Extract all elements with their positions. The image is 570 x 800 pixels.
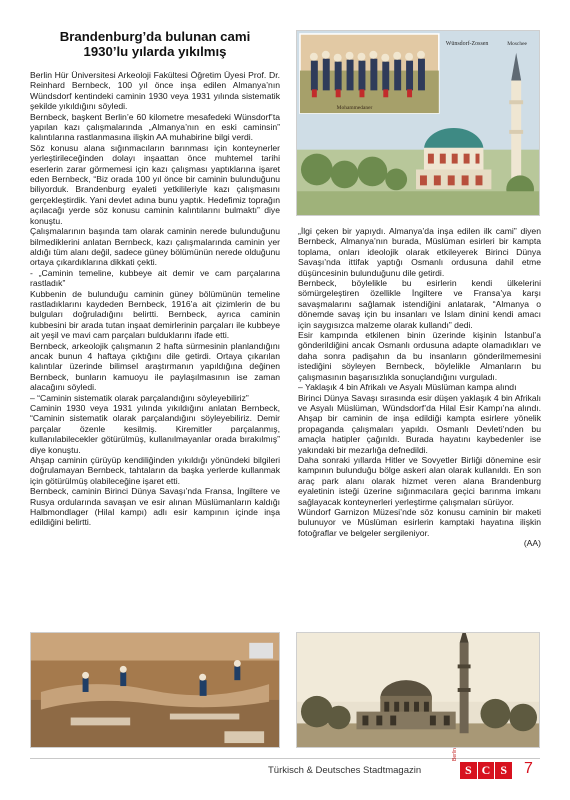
paragraph: Çalışmalarının başında tam olarak caminin nerede bulunduğunu bilmediklerini anlatan Bernbeck, kazı çalışmalarında caminin yer aldığı tüm alanı değil, sadece güney bölümünün nerede olduğunu ortaya çıkardıklarına dikkati çekti. bbox=[30, 226, 280, 268]
logo-letter: S bbox=[460, 762, 477, 779]
paragraph: Ahşap caminin çürüyüp kendiliğinden yıkıldığı yönündeki bilgileri doğrulamayan Bernbeck, tahtaların da başka yerlerde kullanmak için götürülmüş olabileceğine işaret etti. bbox=[30, 455, 280, 486]
postcard-photo bbox=[296, 30, 540, 216]
paragraph: Bernbeck, böylelikle bu esirlerin kendi ülkelerini sömürgeleştiren özellikle İngiltere ve Fransa’ya karşı savaşmalarını sağlamak istendiğini anlatarak, “Almanya o dönemde savaş için bu insanları ve İslam dinini kendi amacı için saygısızca malzeme olarak kullandı” dedi. bbox=[298, 278, 541, 330]
paragraph: Caminin 1930 veya 1931 yılında yıkıldığını anlatan Bernbeck, “Caminin sistematik olarak parçalandığını söyleyebiliriz. Demir parçalar özenle kesilmiş. Kiremitler parçalanmış, kullanılabilecekler götürülmüş, kullanılmayanlar orada bırakılmış” diye konuştu. bbox=[30, 403, 280, 455]
page-number: 7 bbox=[524, 760, 533, 777]
subheading: – Yaklaşık 4 bin Afrikalı ve Asyalı Müslüman kampa alındı bbox=[298, 382, 517, 393]
magazine-logo bbox=[460, 762, 512, 779]
footer-magazine-name: Türkisch & Deutsches Stadtmagazin bbox=[268, 765, 422, 776]
postcard-caption-left: Mohammedaner bbox=[336, 105, 373, 112]
subheading: - „Caminin temeline, kubbeye ait demir ve cam parçalarına rastladık” bbox=[30, 267, 280, 289]
paragraph: Birinci Dünya Savaşı sırasında esir düşen yaklaşık 4 bin Afrikalı ve Asyalı Müslüman, Wündsdorf’da Hilal Esir Kampı’na alındı. Ahşap bir caminin de inşa edildiği kampta esirlere yönelik propaganda çalışmaları yapıldı. Osmanlı Devleti’nden bu amaçla hatipler çağırıldı. Burada hayatını kaybedenler ise yakındaki bir mezarlığa defnedildi. bbox=[298, 392, 541, 455]
article-title-line2: 1930’lu yılarda yıkılmış bbox=[83, 43, 227, 59]
postcard-caption-right: Moschee bbox=[507, 40, 527, 47]
paragraph: Bernbeck, caminin Birinci Dünya Savaşı’nda Fransa, İngiltere ve Rusya ordularında savaşan ve esir alınan Müslümanların kaldığı Halbmondlager (Hilal kampı) adlı esir kampının içinde inşa edildiğini belirtti. bbox=[30, 486, 280, 528]
article-title-line1: Brandenburg’da bulunan cami bbox=[59, 29, 251, 44]
excavation-photo bbox=[30, 632, 280, 748]
paragraph: Söz konusu alana sığınmacıların barınması için konteynerler yerleştirileceğinden dolayı inşaattan önce muhtemel tarihi eserlerin zarar görmemesi için kazı çalışması yaptıklarına işaret eden Bernbeck, “Biz orada 100 yıl önce bir caminin bulunduğunu biliyorduk. Brandenburg eyaleti yetkilileriyle kazı çalışmasını gerçekleştirdik. Yani devlet adına bunu yaptık. Hedefimiz toprağın açılacağı yerde söz konusu caminin kalıntılarını bulmaktı” diye konuştu. bbox=[30, 142, 280, 226]
subheading: – “Caminin sistematik olarak parçalandığını söyleyebiliriz” bbox=[30, 392, 249, 403]
footer-divider bbox=[30, 758, 540, 759]
footer-city: Berlin bbox=[452, 748, 458, 761]
byline-signature: (AA) bbox=[523, 538, 541, 549]
logo-letter: C bbox=[478, 762, 495, 779]
paragraph: Berlin Hür Üniversitesi Arkeoloji Fakültesi Öğretim Üyesi Prof. Dr. Reinhard Bernbeck, 100 yıl önce inşa edilen Almanya’nın Wündsdorf kentindeki caminin 1930 veya 1931 yılında sistematik şekilde yıkıldığını söyledi. bbox=[30, 70, 280, 112]
paragraph: „İlgi çeken bir yapıydı. Almanya’da inşa edilen ilk cami” diyen Bernbeck, Almanya’nın burada, Müslüman esirleri bir kampta toplama, onları ideolojik olarak etkileyerek Birinci Dünya Savaşı’nda ittifak yaptığı Osmanlı ordusuna dahil etme düşüncesinin bulunduğunu dile getirdi. bbox=[298, 226, 541, 278]
article-title bbox=[30, 30, 280, 59]
paragraph: Bernbeck, arkeolojik çalışmanın 2 hafta sürmesinin planlandığını ancak bunun 4 haftaya çıktığını dile getirdi. Ortaya çıkarılan kalıntılar üzerinde bilimsel araştırmanın yapıldığına değinen Bernbeck, bunların kamuoyu ile paylaşılmasının ise zaman alacağını söyledi. bbox=[30, 340, 280, 393]
excavation-image bbox=[31, 633, 279, 747]
logo-letter: S bbox=[495, 762, 512, 779]
paragraph: Bernbeck, başkent Berlin’e 60 kilometre mesafedeki Wünsdorf’ta yapılan kazı çalışmalarında „Almanya’nın en eski caminsin” kalıntılarına rastlanmasına ilişkin AA muhabirine bilgi verdi. bbox=[30, 111, 280, 143]
paragraph: Daha sonraki yıllarda Hitler ve Sovyetler Birliği dönemine esir kampının bulunduğu bölge askeri alan olarak kullanıldı. En son araç park alanı olarak hizmet veren alana Brandenburg eyaletinin isteği üzerine sığınmacılara geçici barınma imkanı sağlayacak konteynerleri yerleştirme çalışmaları sürüyor. bbox=[298, 454, 541, 507]
paragraph: Kubbenin de bulunduğu caminin güney bölümünün temeline rastladıklarını kaydeden Bernbeck, 1916’a ait çizimlerin de bu bulguları doğruladığını belirtti. Bernbeck, ayrıca caminin kubbesini bir arada tutan inşaat demirlerinin parçaları ile kubbeye ait yeşil ve mavi cam parçaları bulduklarını ifade etti. bbox=[30, 288, 280, 341]
historic-mosque-image bbox=[297, 633, 539, 747]
article-right-column bbox=[298, 226, 541, 549]
paragraph: Esir kampında etkilenen binin üzerinde kişinin İstanbul’a gönderildiğini ancak Osmanlı ordusuna adapte olamadıkları ve daha sonra padişahın da bu insanların gönderilmemesini istediğini söyleyen Bernbeck, böylelikle Almanların bu çalışmasının başarısızlıkla sonuçlandığını vurguladı. bbox=[298, 330, 541, 382]
postcard-caption-town: Wünsdorf-Zossen bbox=[445, 40, 489, 47]
historic-mosque-photo bbox=[296, 632, 540, 748]
paragraph: Wündorf Garnizon Müzesi’nde söz konusu caminin bir maketi bulunuyor ve Müslüman esirlerin kamptaki hayatına ilişkin fotoğraflar ve belgeler sergileniyor. bbox=[298, 506, 541, 538]
article-left-column bbox=[30, 70, 280, 528]
postcard-image bbox=[297, 31, 539, 215]
